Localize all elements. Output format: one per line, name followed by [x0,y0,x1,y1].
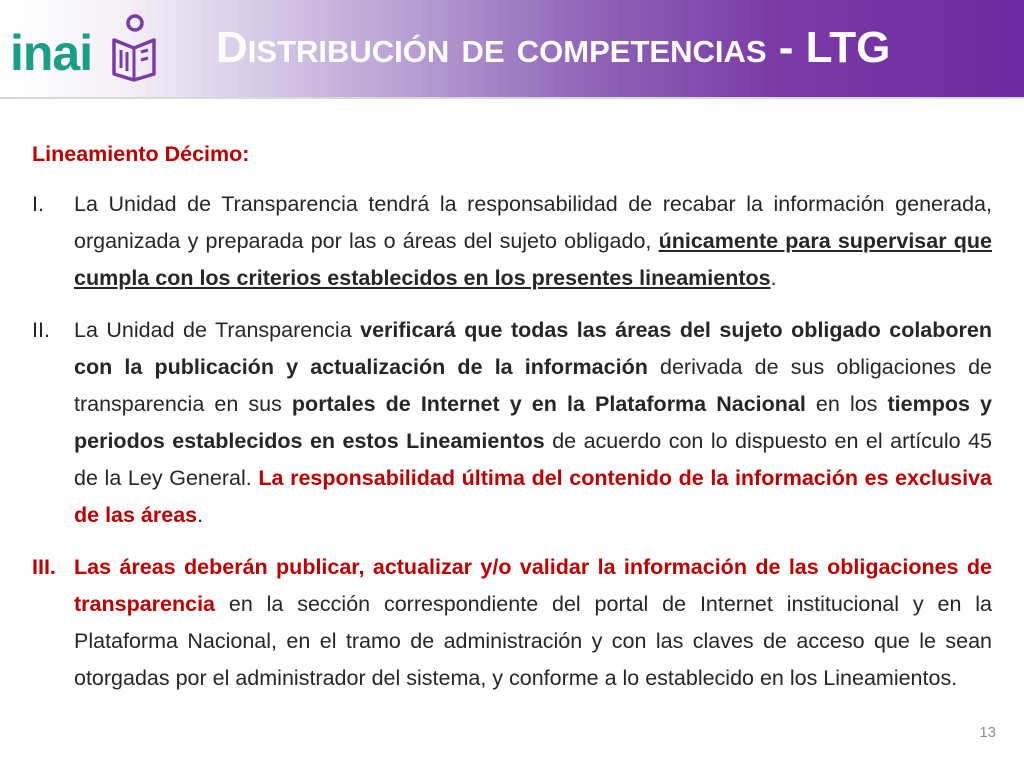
slide-title: Distribución de competencias - LTG [216,23,891,72]
item-text [74,186,992,297]
list-item [32,549,992,697]
emphasized-text: verificará que todas las áreas del sujeto obligado colaboren con la publicación y actualización de la información [74,318,992,379]
list-item [32,312,992,534]
item-number: III. [32,555,56,579]
emphasized-underlined-text: únicamente para supervisar que cumpla con los criterios establecidos en los presentes lineamientos [74,229,992,290]
text-segment: derivada de sus obligaciones de transparencia en sus [74,355,992,416]
text-segment: La Unidad de Transparencia [74,318,361,342]
highlighted-red-text: La responsabilidad última del contenido de la información es exclusiva de las áreas [74,466,993,527]
emphasized-text: tiempos y periodos establecidos en estos Lineamientos [74,392,992,453]
text-segment: de acuerdo con lo dispuesto en el artículo 45 de la Ley General. [74,429,992,490]
text-segment: en la sección correspondiente del portal de Internet institucional y en la Plataforma Nacional, en el tramo de administración y con las claves de acceso que le sean otorgadas por el administrador del sistema, y conforme a lo establecido en los Lineamientos. [74,592,992,690]
inai-logo [10,14,160,84]
page-number: 13 [979,724,996,741]
slide-header [0,0,1024,99]
book-person-icon [108,14,160,82]
list-item [32,186,992,297]
text-segment: . [770,266,777,290]
item-number: II. [32,318,50,342]
item-text [74,312,992,534]
text-segment: La Unidad de Transparencia tendrá la responsabilidad de recabar la información generada, organizada y preparada por las o áreas del sujeto obligado, [74,192,992,253]
text-segment: en los [805,392,888,416]
item-number: I. [32,192,44,216]
highlighted-red-text: Las áreas deberán publicar, actualizar y/o validar la información de las obligaciones de transparencia [74,555,992,616]
emphasized-text: portales de Internet y en la Plataforma Nacional [291,392,806,416]
section-heading: Lineamiento Décimo: [32,142,250,166]
item-text [74,549,992,697]
slide-body [32,136,992,712]
text-segment: . [197,503,204,527]
logo-wordmark: inai [10,25,93,81]
